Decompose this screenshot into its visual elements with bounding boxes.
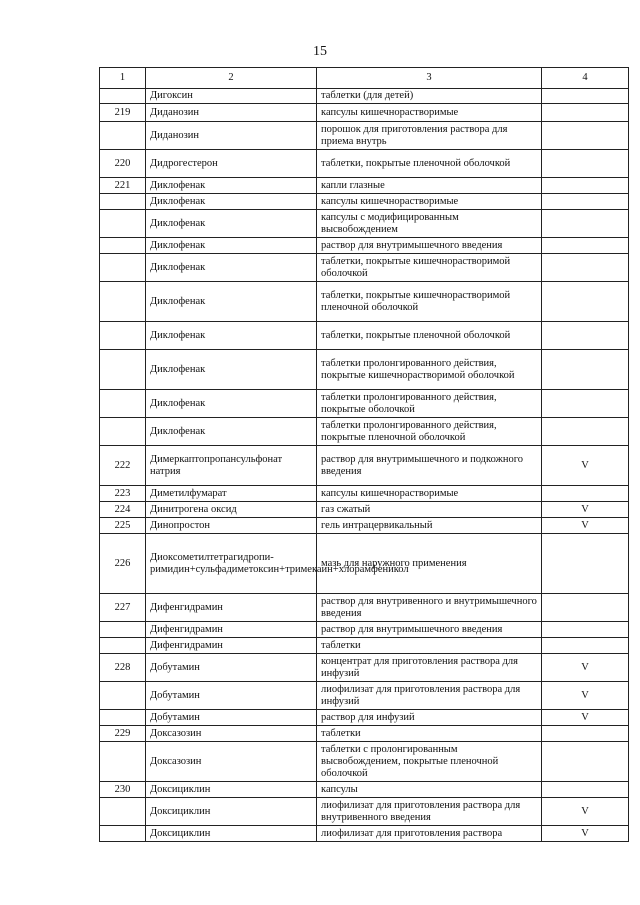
table-row — [100, 726, 629, 742]
dosage-form-cell: таблетки, покрытые кишечнорастворимой оболочкой — [317, 254, 542, 282]
row-number-cell: 225 — [100, 518, 146, 534]
table-row — [100, 534, 629, 594]
drug-name-cell: Доксициклин — [146, 826, 317, 842]
mark-cell — [542, 390, 629, 418]
dosage-form-cell: таблетки с пролонгированным высвобождением, покрытые пленочной оболочкой — [317, 742, 542, 782]
dosage-form-cell: раствор для внутримышечного и подкожного введения — [317, 446, 542, 486]
mark-cell — [542, 150, 629, 178]
dosage-form-cell: таблетки — [317, 638, 542, 654]
row-number-cell: 230 — [100, 782, 146, 798]
row-number-cell: 222 — [100, 446, 146, 486]
header-cell: 3 — [317, 68, 542, 89]
row-number-cell — [100, 390, 146, 418]
table-row — [100, 502, 629, 518]
mark-cell — [542, 210, 629, 238]
dosage-form-cell: концентрат для приготовления раствора для инфузий — [317, 654, 542, 682]
drug-name-cell: Диклофенак — [146, 322, 317, 350]
mark-cell — [542, 282, 629, 322]
row-number-cell: 229 — [100, 726, 146, 742]
dosage-form-cell: раствор для внутримышечного введения — [317, 238, 542, 254]
drug-name-cell: Диклофенак — [146, 238, 317, 254]
table-row — [100, 486, 629, 502]
row-number-cell — [100, 238, 146, 254]
dosage-form-cell: лиофилизат для приготовления раствора — [317, 826, 542, 842]
drug-name-cell: Дифенгидрамин — [146, 622, 317, 638]
dosage-form-cell: капсулы кишечнорастворимые — [317, 104, 542, 122]
table-row — [100, 238, 629, 254]
dosage-form-cell: раствор для внутривенного и внутримышечного введения — [317, 594, 542, 622]
dosage-form-cell: таблетки (для детей) — [317, 89, 542, 104]
row-number-cell — [100, 742, 146, 782]
row-number-cell — [100, 710, 146, 726]
row-number-cell: 219 — [100, 104, 146, 122]
drug-name-cell: Добутамин — [146, 682, 317, 710]
row-number-cell — [100, 210, 146, 238]
row-number-cell — [100, 350, 146, 390]
mark-cell — [542, 322, 629, 350]
mark-cell — [542, 194, 629, 210]
drug-name-cell: Доксициклин — [146, 798, 317, 826]
mark-cell — [542, 418, 629, 446]
table-row — [100, 89, 629, 104]
drug-name-cell: Диданозин — [146, 122, 317, 150]
drug-name-cell: Доксициклин — [146, 782, 317, 798]
row-number-cell: 224 — [100, 502, 146, 518]
dosage-form-cell: мазь для наружного применения — [317, 534, 542, 594]
table-row — [100, 710, 629, 726]
table-row — [100, 798, 629, 826]
dosage-form-cell: таблетки, покрытые кишечнорастворимой пленочной оболочкой — [317, 282, 542, 322]
dosage-form-cell: таблетки пролонгированного действия, покрытые кишечнорастворимой оболочкой — [317, 350, 542, 390]
table-row — [100, 194, 629, 210]
mark-cell: V — [542, 710, 629, 726]
table-row — [100, 682, 629, 710]
row-number-cell — [100, 194, 146, 210]
drug-name-cell: Димеркаптопропансульфонат натрия — [146, 446, 317, 486]
mark-cell: V — [542, 502, 629, 518]
row-number-cell — [100, 418, 146, 446]
mark-cell — [542, 638, 629, 654]
table-row — [100, 390, 629, 418]
table-header-row — [100, 68, 629, 89]
mark-cell — [542, 486, 629, 502]
drug-name-cell: Диметилфумарат — [146, 486, 317, 502]
dosage-form-cell: таблетки — [317, 726, 542, 742]
table-row — [100, 178, 629, 194]
mark-cell — [542, 534, 629, 594]
mark-cell — [542, 238, 629, 254]
mark-cell — [542, 726, 629, 742]
drug-name-cell: Диклофенак — [146, 350, 317, 390]
table-row — [100, 742, 629, 782]
drug-name-cell: Диклофенак — [146, 282, 317, 322]
row-number-cell — [100, 798, 146, 826]
dosage-form-cell: лиофилизат для приготовления раствора для инфузий — [317, 682, 542, 710]
row-number-cell — [100, 254, 146, 282]
dosage-form-cell: таблетки пролонгированного действия, покрытые оболочкой — [317, 390, 542, 418]
dosage-form-cell: лиофилизат для приготовления раствора для внутривенного введения — [317, 798, 542, 826]
mark-cell: V — [542, 682, 629, 710]
table-row — [100, 282, 629, 322]
table-row — [100, 254, 629, 282]
drug-name-cell: Диклофенак — [146, 178, 317, 194]
drug-name-cell: Доксазозин — [146, 726, 317, 742]
drug-name-cell: Дифенгидрамин — [146, 638, 317, 654]
dosage-form-cell: таблетки, покрытые пленочной оболочкой — [317, 150, 542, 178]
dosage-form-cell: раствор для инфузий — [317, 710, 542, 726]
mark-cell — [542, 622, 629, 638]
dosage-form-cell: капсулы кишечнорастворимые — [317, 486, 542, 502]
mark-cell — [542, 178, 629, 194]
row-number-cell — [100, 282, 146, 322]
table-row — [100, 782, 629, 798]
dosage-form-cell: капсулы кишечнорастворимые — [317, 194, 542, 210]
table-row — [100, 418, 629, 446]
table-row — [100, 446, 629, 486]
mark-cell — [542, 350, 629, 390]
drug-name-cell: Доксазозин — [146, 742, 317, 782]
row-number-cell: 226 — [100, 534, 146, 594]
mark-cell — [542, 742, 629, 782]
drug-name-cell: Диоксометилтетрагидропи-римидин+сульфадиметоксин+тримекаин+хлорамфеникол — [146, 534, 317, 594]
table-row — [100, 150, 629, 178]
drug-name-cell: Диклофенак — [146, 210, 317, 238]
dosage-form-cell: гель интрацервикальный — [317, 518, 542, 534]
drug-name-cell: Диклофенак — [146, 418, 317, 446]
row-number-cell — [100, 826, 146, 842]
row-number-cell: 220 — [100, 150, 146, 178]
table-row — [100, 350, 629, 390]
mark-cell — [542, 122, 629, 150]
row-number-cell: 228 — [100, 654, 146, 682]
mark-cell: V — [542, 826, 629, 842]
row-number-cell — [100, 638, 146, 654]
dosage-form-cell: таблетки пролонгированного действия, покрытые пленочной оболочкой — [317, 418, 542, 446]
drug-name-cell: Диклофенак — [146, 254, 317, 282]
mark-cell — [542, 89, 629, 104]
dosage-form-cell: капсулы с модифицированным высвобождением — [317, 210, 542, 238]
mark-cell: V — [542, 518, 629, 534]
mark-cell — [542, 594, 629, 622]
table-row — [100, 594, 629, 622]
table-row — [100, 518, 629, 534]
dosage-form-cell: порошок для приготовления раствора для приема внутрь — [317, 122, 542, 150]
mark-cell: V — [542, 798, 629, 826]
drug-name-cell: Добутамин — [146, 710, 317, 726]
mark-cell — [542, 782, 629, 798]
page-number: 15 — [313, 44, 327, 59]
table-row — [100, 826, 629, 842]
drug-table — [99, 67, 629, 842]
table-row — [100, 104, 629, 122]
row-number-cell — [100, 122, 146, 150]
row-number-cell: 221 — [100, 178, 146, 194]
table-row — [100, 210, 629, 238]
drug-name-cell: Дифенгидрамин — [146, 594, 317, 622]
drug-name-cell: Динопростон — [146, 518, 317, 534]
header-cell: 4 — [542, 68, 629, 89]
row-number-cell: 223 — [100, 486, 146, 502]
drug-name-cell: Диданозин — [146, 104, 317, 122]
header-cell: 2 — [146, 68, 317, 89]
drug-name-cell: Добутамин — [146, 654, 317, 682]
row-number-cell — [100, 622, 146, 638]
mark-cell: V — [542, 654, 629, 682]
dosage-form-cell: раствор для внутримышечного введения — [317, 622, 542, 638]
row-number-cell — [100, 89, 146, 104]
drug-name-cell: Дидрогестерон — [146, 150, 317, 178]
drug-name-cell: Диклофенак — [146, 390, 317, 418]
table-row — [100, 322, 629, 350]
header-cell: 1 — [100, 68, 146, 89]
mark-cell: V — [542, 446, 629, 486]
table-row — [100, 122, 629, 150]
drug-name-cell: Дигоксин — [146, 89, 317, 104]
table-row — [100, 622, 629, 638]
dosage-form-cell: таблетки, покрытые пленочной оболочкой — [317, 322, 542, 350]
row-number-cell: 227 — [100, 594, 146, 622]
mark-cell — [542, 254, 629, 282]
table-row — [100, 654, 629, 682]
row-number-cell — [100, 682, 146, 710]
dosage-form-cell: капсулы — [317, 782, 542, 798]
drug-name-cell: Диклофенак — [146, 194, 317, 210]
table-row — [100, 638, 629, 654]
drug-name-cell: Динитрогена оксид — [146, 502, 317, 518]
row-number-cell — [100, 322, 146, 350]
dosage-form-cell: капли глазные — [317, 178, 542, 194]
mark-cell — [542, 104, 629, 122]
dosage-form-cell: газ сжатый — [317, 502, 542, 518]
